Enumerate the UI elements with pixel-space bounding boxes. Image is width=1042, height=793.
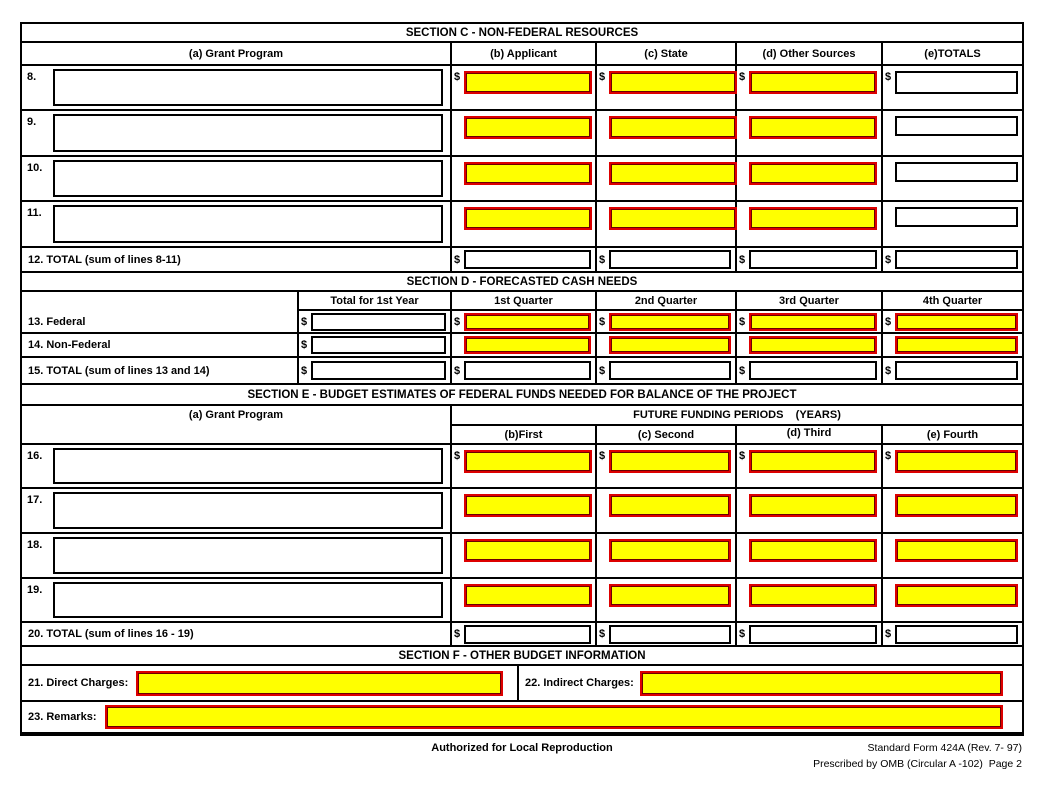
dollar-sign: $ <box>301 315 308 328</box>
line15-first-year-cell <box>299 358 452 385</box>
sf424a-page2-form <box>20 22 1024 736</box>
dollar-sign: $ <box>739 364 746 377</box>
line10-grant-program-field[interactable] <box>53 160 443 197</box>
line11-totals-field[interactable] <box>895 207 1018 227</box>
line13-first-year-cell <box>299 311 452 334</box>
header-third-year: (d) Third <box>737 426 883 445</box>
line10-other-sources-cell <box>737 157 883 202</box>
section-c-row-11 <box>22 202 1022 248</box>
line9-other-sources-field[interactable] <box>749 116 877 139</box>
line14-first-year-cell <box>299 334 452 358</box>
line8-number: 8. <box>27 71 37 83</box>
section-c-row-9 <box>22 111 1022 157</box>
header-1st-quarter: 1st Quarter <box>452 292 597 311</box>
section-c-header-row <box>22 43 1022 66</box>
line8-state-field[interactable] <box>609 71 737 94</box>
line22-indirect-charges-field[interactable] <box>640 671 1003 696</box>
section-c-row-10 <box>22 157 1022 202</box>
line9-number: 9. <box>27 116 37 128</box>
line14-label: 14. Non-Federal <box>22 334 299 358</box>
line19-first-cell <box>452 579 597 623</box>
header-other-sources: (d) Other Sources <box>737 43 883 66</box>
line8-grant-cell <box>22 66 452 111</box>
line16-first-field[interactable] <box>464 450 592 473</box>
line14-q1-cell <box>452 334 597 358</box>
footer-form-identifier <box>813 740 1022 772</box>
header-2nd-quarter: 2nd Quarter <box>597 292 737 311</box>
line8-state-cell <box>597 66 737 111</box>
section-c-row-8 <box>22 66 1022 111</box>
line9-totals-field[interactable] <box>895 116 1018 136</box>
line18-third-cell <box>737 534 883 579</box>
line14-first-year-field[interactable] <box>311 336 446 354</box>
section-f-title-row <box>22 647 1022 666</box>
section-e-total-row <box>22 623 1022 647</box>
line14-q4-cell <box>883 334 1022 358</box>
line20-fourth-cell <box>883 623 1022 647</box>
line9-grant-program-field[interactable] <box>53 114 443 152</box>
dollar-sign: $ <box>885 315 892 328</box>
indirect-charges-label: 22. Indirect Charges: <box>525 677 634 689</box>
line13-q4-field[interactable] <box>895 313 1018 331</box>
line10-totals-cell <box>883 157 1022 202</box>
line11-applicant-field[interactable] <box>464 207 592 230</box>
section-d-header-row <box>22 292 1022 311</box>
indirect-charges-cell <box>519 666 1022 702</box>
line14-q3-field[interactable] <box>749 336 877 354</box>
line20-first-field[interactable] <box>464 625 591 644</box>
line20-third-field[interactable] <box>749 625 877 644</box>
line8-other-sources-field[interactable] <box>749 71 877 94</box>
line8-other-sources-cell <box>737 66 883 111</box>
header-fourth-year: (e) Fourth <box>883 426 1022 445</box>
line18-second-field[interactable] <box>609 539 731 562</box>
line15-q4-cell <box>883 358 1022 385</box>
line12-state-field[interactable] <box>609 250 731 269</box>
line10-other-sources-field[interactable] <box>749 162 877 185</box>
header-state: (c) State <box>597 43 737 66</box>
dollar-sign: $ <box>454 253 461 266</box>
remarks-label: 23. Remarks: <box>28 711 97 723</box>
line16-fourth-cell <box>883 445 1022 489</box>
line12-totals-cell <box>883 248 1022 273</box>
line15-q2-field[interactable] <box>609 361 731 380</box>
dollar-sign: $ <box>599 628 606 640</box>
section-d-header-spacer <box>22 292 299 311</box>
line19-second-cell <box>597 579 737 623</box>
line20-total-label: 20. TOTAL (sum of lines 16 - 19) <box>22 623 452 647</box>
dollar-sign: $ <box>739 628 746 640</box>
footer-reproduction-note: Authorized for Local Reproduction <box>431 742 613 754</box>
line15-q4-field[interactable] <box>895 361 1018 380</box>
line19-grant-program-field[interactable] <box>53 582 443 618</box>
line16-third-field[interactable] <box>749 450 877 473</box>
header-3rd-quarter: 3rd Quarter <box>737 292 883 311</box>
line23-remarks-field[interactable] <box>105 705 1004 729</box>
line17-fourth-field[interactable] <box>895 494 1018 517</box>
line16-grant-cell <box>22 445 452 489</box>
line12-totals-field[interactable] <box>895 250 1018 269</box>
dollar-sign: $ <box>599 315 606 328</box>
section-f-charges-row <box>22 666 1022 702</box>
line18-fourth-field[interactable] <box>895 539 1018 562</box>
section-e-row-19 <box>22 579 1022 623</box>
section-e-subheader-row <box>452 426 1022 445</box>
line15-label: 15. TOTAL (sum of lines 13 and 14) <box>22 358 299 385</box>
line17-grant-program-field[interactable] <box>53 492 443 529</box>
dollar-sign: $ <box>885 628 892 640</box>
line15-q2-cell <box>597 358 737 385</box>
page-footer <box>0 742 1042 770</box>
line20-second-field[interactable] <box>609 625 731 644</box>
dollar-sign: $ <box>301 364 308 377</box>
dollar-sign: $ <box>454 628 461 640</box>
line19-grant-cell <box>22 579 452 623</box>
line12-applicant-field[interactable] <box>464 250 591 269</box>
section-e-header-row <box>22 406 1022 445</box>
line16-third-cell <box>737 445 883 489</box>
section-c-title-row <box>22 24 1022 43</box>
section-d-title: SECTION D - FORECASTED CASH NEEDS <box>22 273 1022 292</box>
dollar-sign: $ <box>739 315 746 328</box>
line20-second-cell <box>597 623 737 647</box>
line15-q1-field[interactable] <box>464 361 591 380</box>
line13-q3-cell <box>737 311 883 334</box>
line15-q1-cell <box>452 358 597 385</box>
line16-second-cell <box>597 445 737 489</box>
line20-fourth-field[interactable] <box>895 625 1018 644</box>
line19-fourth-field[interactable] <box>895 584 1018 607</box>
line10-totals-field[interactable] <box>895 162 1018 182</box>
dollar-sign: $ <box>599 450 606 462</box>
line9-applicant-cell <box>452 111 597 157</box>
line17-number: 17. <box>27 494 43 506</box>
header-applicant: (b) Applicant <box>452 43 597 66</box>
line13-q2-field[interactable] <box>609 313 731 331</box>
line12-total-label: 12. TOTAL (sum of lines 8-11) <box>22 248 452 273</box>
line17-first-cell <box>452 489 597 534</box>
line19-first-field[interactable] <box>464 584 592 607</box>
line13-first-year-field[interactable] <box>311 313 446 331</box>
line19-third-field[interactable] <box>749 584 877 607</box>
header-total-first-year: Total for 1st Year <box>299 292 452 311</box>
line9-other-sources-cell <box>737 111 883 157</box>
section-d-title-row <box>22 273 1022 292</box>
line11-totals-cell <box>883 202 1022 248</box>
section-e-row-18 <box>22 534 1022 579</box>
line15-q3-cell <box>737 358 883 385</box>
line13-q4-cell <box>883 311 1022 334</box>
line11-applicant-cell <box>452 202 597 248</box>
section-e-row-17 <box>22 489 1022 534</box>
line17-second-cell <box>597 489 737 534</box>
dollar-sign: $ <box>885 71 892 83</box>
line18-second-cell <box>597 534 737 579</box>
line20-first-cell <box>452 623 597 647</box>
line9-state-cell <box>597 111 737 157</box>
line17-first-field[interactable] <box>464 494 592 517</box>
section-d-row-13 <box>22 311 1022 334</box>
line10-state-field[interactable] <box>609 162 737 185</box>
footer-form-number: Standard Form 424A (Rev. 7- 97) <box>867 742 1022 754</box>
future-funding-header-group <box>452 406 1022 445</box>
line19-number: 19. <box>27 584 43 596</box>
line12-other-sources-cell <box>737 248 883 273</box>
line11-grant-program-field[interactable] <box>53 205 443 243</box>
dollar-sign: $ <box>885 364 892 377</box>
line19-second-field[interactable] <box>609 584 731 607</box>
line16-second-field[interactable] <box>609 450 731 473</box>
line21-direct-charges-field[interactable] <box>136 671 503 696</box>
dollar-sign: $ <box>454 364 461 377</box>
line10-applicant-cell <box>452 157 597 202</box>
line13-label: 13. Federal <box>22 311 299 334</box>
line14-q2-cell <box>597 334 737 358</box>
line16-fourth-field[interactable] <box>895 450 1018 473</box>
line9-totals-cell <box>883 111 1022 157</box>
line14-q3-cell <box>737 334 883 358</box>
line17-second-field[interactable] <box>609 494 731 517</box>
line16-first-cell <box>452 445 597 489</box>
header-grant-program: (a) Grant Program <box>22 43 452 66</box>
line12-other-sources-field[interactable] <box>749 250 877 269</box>
footer-omb-line: Prescribed by OMB (Circular A -102) Page 2 <box>813 758 1022 770</box>
line17-third-field[interactable] <box>749 494 877 517</box>
line18-first-cell <box>452 534 597 579</box>
line14-q4-field[interactable] <box>895 336 1018 354</box>
header-e-grant-program: (a) Grant Program <box>22 406 452 445</box>
line13-q1-cell <box>452 311 597 334</box>
header-4th-quarter: 4th Quarter <box>883 292 1022 311</box>
dollar-sign: $ <box>739 450 746 462</box>
line19-third-cell <box>737 579 883 623</box>
line18-fourth-cell <box>883 534 1022 579</box>
line8-applicant-cell <box>452 66 597 111</box>
line8-applicant-field[interactable] <box>464 71 592 94</box>
line9-applicant-field[interactable] <box>464 116 592 139</box>
line17-fourth-cell <box>883 489 1022 534</box>
dollar-sign: $ <box>599 71 606 83</box>
line11-other-sources-cell <box>737 202 883 248</box>
dollar-sign: $ <box>454 450 461 462</box>
line9-state-field[interactable] <box>609 116 737 139</box>
line13-q2-cell <box>597 311 737 334</box>
section-f-title: SECTION F - OTHER BUDGET INFORMATION <box>22 647 1022 666</box>
dollar-sign: $ <box>739 253 746 266</box>
line19-fourth-cell <box>883 579 1022 623</box>
line16-number: 16. <box>27 450 43 462</box>
line10-state-cell <box>597 157 737 202</box>
line18-first-field[interactable] <box>464 539 592 562</box>
dollar-sign: $ <box>739 71 746 83</box>
header-first-year: (b)First <box>452 426 597 445</box>
section-f-remarks-row <box>22 702 1022 732</box>
line16-grant-program-field[interactable] <box>53 448 443 484</box>
line13-q1-field[interactable] <box>464 313 591 331</box>
line12-applicant-cell <box>452 248 597 273</box>
line8-totals-field[interactable] <box>895 71 1018 94</box>
line8-grant-program-field[interactable] <box>53 69 443 106</box>
line10-grant-cell <box>22 157 452 202</box>
line12-state-cell <box>597 248 737 273</box>
line18-grant-program-field[interactable] <box>53 537 443 574</box>
header-totals: (e)TOTALS <box>883 43 1022 66</box>
line17-third-cell <box>737 489 883 534</box>
line20-third-cell <box>737 623 883 647</box>
line18-third-field[interactable] <box>749 539 877 562</box>
line15-first-year-field[interactable] <box>311 361 446 380</box>
line11-grant-cell <box>22 202 452 248</box>
line13-q3-field[interactable] <box>749 313 877 331</box>
line11-other-sources-field[interactable] <box>749 207 877 230</box>
header-second-year: (c) Second <box>597 426 737 445</box>
line11-state-field[interactable] <box>609 207 737 230</box>
line8-totals-cell <box>883 66 1022 111</box>
section-d-row-14 <box>22 334 1022 358</box>
line15-q3-field[interactable] <box>749 361 877 380</box>
dollar-sign: $ <box>454 315 461 328</box>
header-future-funding-periods: FUTURE FUNDING PERIODS (YEARS) <box>452 406 1022 426</box>
direct-charges-cell <box>22 666 519 702</box>
line18-number: 18. <box>27 539 43 551</box>
dollar-sign: $ <box>454 71 461 83</box>
direct-charges-label: 21. Direct Charges: <box>28 677 129 689</box>
section-c-title: SECTION C - NON-FEDERAL RESOURCES <box>22 24 1022 43</box>
line9-grant-cell <box>22 111 452 157</box>
section-e-row-16 <box>22 445 1022 489</box>
section-e-title: SECTION E - BUDGET ESTIMATES OF FEDERAL FUNDS NEEDED FOR BALANCE OF THE PROJECT <box>22 385 1022 406</box>
line10-applicant-field[interactable] <box>464 162 592 185</box>
line17-grant-cell <box>22 489 452 534</box>
section-d-row-15 <box>22 358 1022 385</box>
dollar-sign: $ <box>599 253 606 266</box>
dollar-sign: $ <box>301 339 308 351</box>
dollar-sign: $ <box>599 364 606 377</box>
line10-number: 10. <box>27 162 43 174</box>
line14-q1-field[interactable] <box>464 336 591 354</box>
line18-grant-cell <box>22 534 452 579</box>
dollar-sign: $ <box>885 450 892 462</box>
section-c-total-row <box>22 248 1022 273</box>
line11-number: 11. <box>27 207 42 219</box>
remarks-cell <box>22 702 1022 732</box>
line14-q2-field[interactable] <box>609 336 731 354</box>
section-e-title-row <box>22 385 1022 406</box>
dollar-sign: $ <box>885 253 892 266</box>
line11-state-cell <box>597 202 737 248</box>
